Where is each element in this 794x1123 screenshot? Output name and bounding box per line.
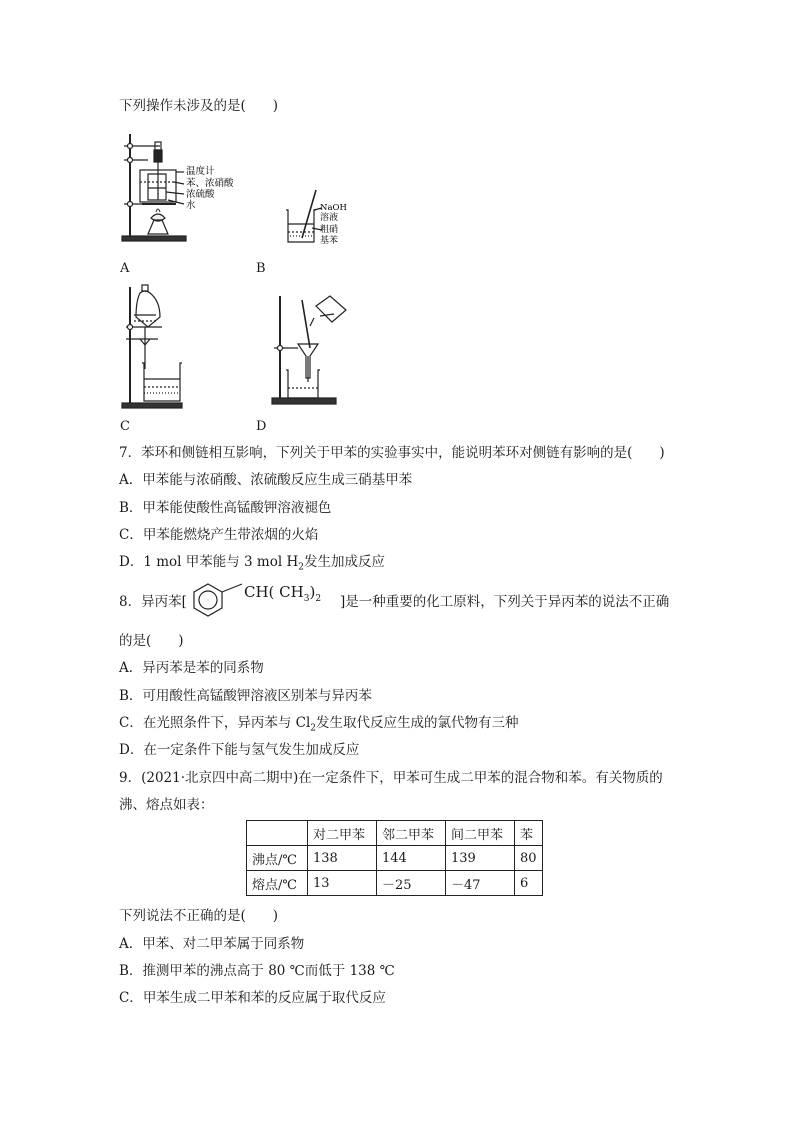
q9-option-b: B．推测甲苯的沸点高于 80 ℃而低于 138 ℃ — [119, 963, 395, 979]
figure-b-annotation-nitrobenzene: 基苯 — [320, 236, 339, 246]
figure-c-separatory-funnel — [118, 283, 188, 411]
figure-a-annotation-sulfuric-acid: 浓硫酸 — [186, 189, 215, 200]
figure-b-annotation-solution: 溶液 — [320, 213, 339, 223]
q9-option-c: C．甲苯生成二甲苯和苯的反应属于取代反应 — [119, 990, 386, 1006]
figure-d-label: D — [256, 419, 267, 434]
figure-b-annotation-naoh: NaOH — [320, 203, 347, 213]
q7-stem: 7．苯环和侧链相互影响，下列关于甲苯的实验事实中，能说明苯环对侧链有影响的是( ) — [119, 445, 665, 461]
table-cell: 熔点/℃ — [247, 871, 308, 896]
q8-option-d: D．在一定条件下能与氢气发生加成反应 — [119, 742, 360, 758]
q9-stem-line1: 9．(2021·北京四中高二期中)在一定条件下，甲苯可生成二甲苯的混合物和苯。有关物质的 — [119, 770, 663, 786]
figure-b-label: B — [256, 261, 266, 276]
figure-c-label: C — [120, 419, 130, 434]
boiling-melting-point-table — [246, 820, 543, 896]
q9-question: 下列说法不正确的是( ) — [119, 908, 279, 924]
table-header-cell: 对二甲苯 — [308, 821, 377, 846]
q7-option-c: C．甲苯能燃烧产生带浓烟的火焰 — [119, 527, 319, 543]
figure-d-filtration-setup — [268, 292, 358, 410]
figure-a-annotation-thermometer: 温度计 — [186, 166, 215, 177]
q7-option-b: B．甲苯能使酸性高锰酸钾溶液褪色 — [119, 500, 332, 516]
figure-b-annotation-crude: 粗硝 — [320, 225, 339, 235]
q8-option-b: B．可用酸性高锰酸钾溶液区别苯与异丙苯 — [119, 688, 372, 704]
q6-stem: 下列操作未涉及的是( ) — [119, 98, 279, 114]
q8-stem-line2: 的是( ) — [119, 633, 184, 649]
table-header-row — [247, 821, 543, 846]
table-cell: 138 — [308, 846, 377, 871]
table-cell: 80 — [515, 846, 543, 871]
q8-stem-prefix: 8．异丙苯[ — [119, 594, 187, 610]
table-cell: －47 — [446, 871, 515, 896]
table-header-cell — [247, 821, 308, 846]
table-cell: 6 — [515, 871, 543, 896]
table-cell: 144 — [377, 846, 446, 871]
table-cell: 13 — [308, 871, 377, 896]
q9-option-a: A．甲苯、对二甲苯属于同系物 — [119, 936, 305, 952]
figure-b-washing-beaker — [282, 188, 362, 248]
figure-a-annotation-water: 水 — [186, 200, 196, 211]
q7-option-a: A．甲苯能与浓硝酸、浓硫酸反应生成三硝基甲苯 — [119, 472, 413, 488]
table-header-cell: 间二甲苯 — [446, 821, 515, 846]
q8-isopropyl-formula: CH( $CH_3)_2$ — [244, 583, 322, 604]
q8-option-c: C．在光照条件下，异丙苯与 $Cl_2$发生取代反应生成的氯代物有三种 — [119, 715, 519, 734]
table-cell: 沸点/℃ — [247, 846, 308, 871]
benzene-ring-icon — [190, 580, 246, 620]
figure-a-water-bath-apparatus — [118, 128, 258, 246]
table-header-cell: 邻二甲苯 — [377, 821, 446, 846]
figure-a-annotation-reagents: 苯、浓硝酸 — [186, 178, 234, 189]
table-cell: 139 — [446, 846, 515, 871]
table-cell: －25 — [377, 871, 446, 896]
q8-option-a: A．异丙苯是苯的同系物 — [119, 660, 264, 676]
figure-a-label: A — [120, 261, 130, 276]
table-row — [247, 846, 543, 871]
q8-stem-suffix: ]是一种重要的化工原料，下列关于异丙苯的说法不正确 — [340, 594, 670, 610]
table-header-cell: 苯 — [515, 821, 543, 846]
q7-option-d: D．1 mol 甲苯能与 3 mol $H_2$发生加成反应 — [119, 554, 385, 573]
table-row — [247, 871, 543, 896]
q9-stem-line2: 沸、熔点如表： — [119, 797, 214, 813]
